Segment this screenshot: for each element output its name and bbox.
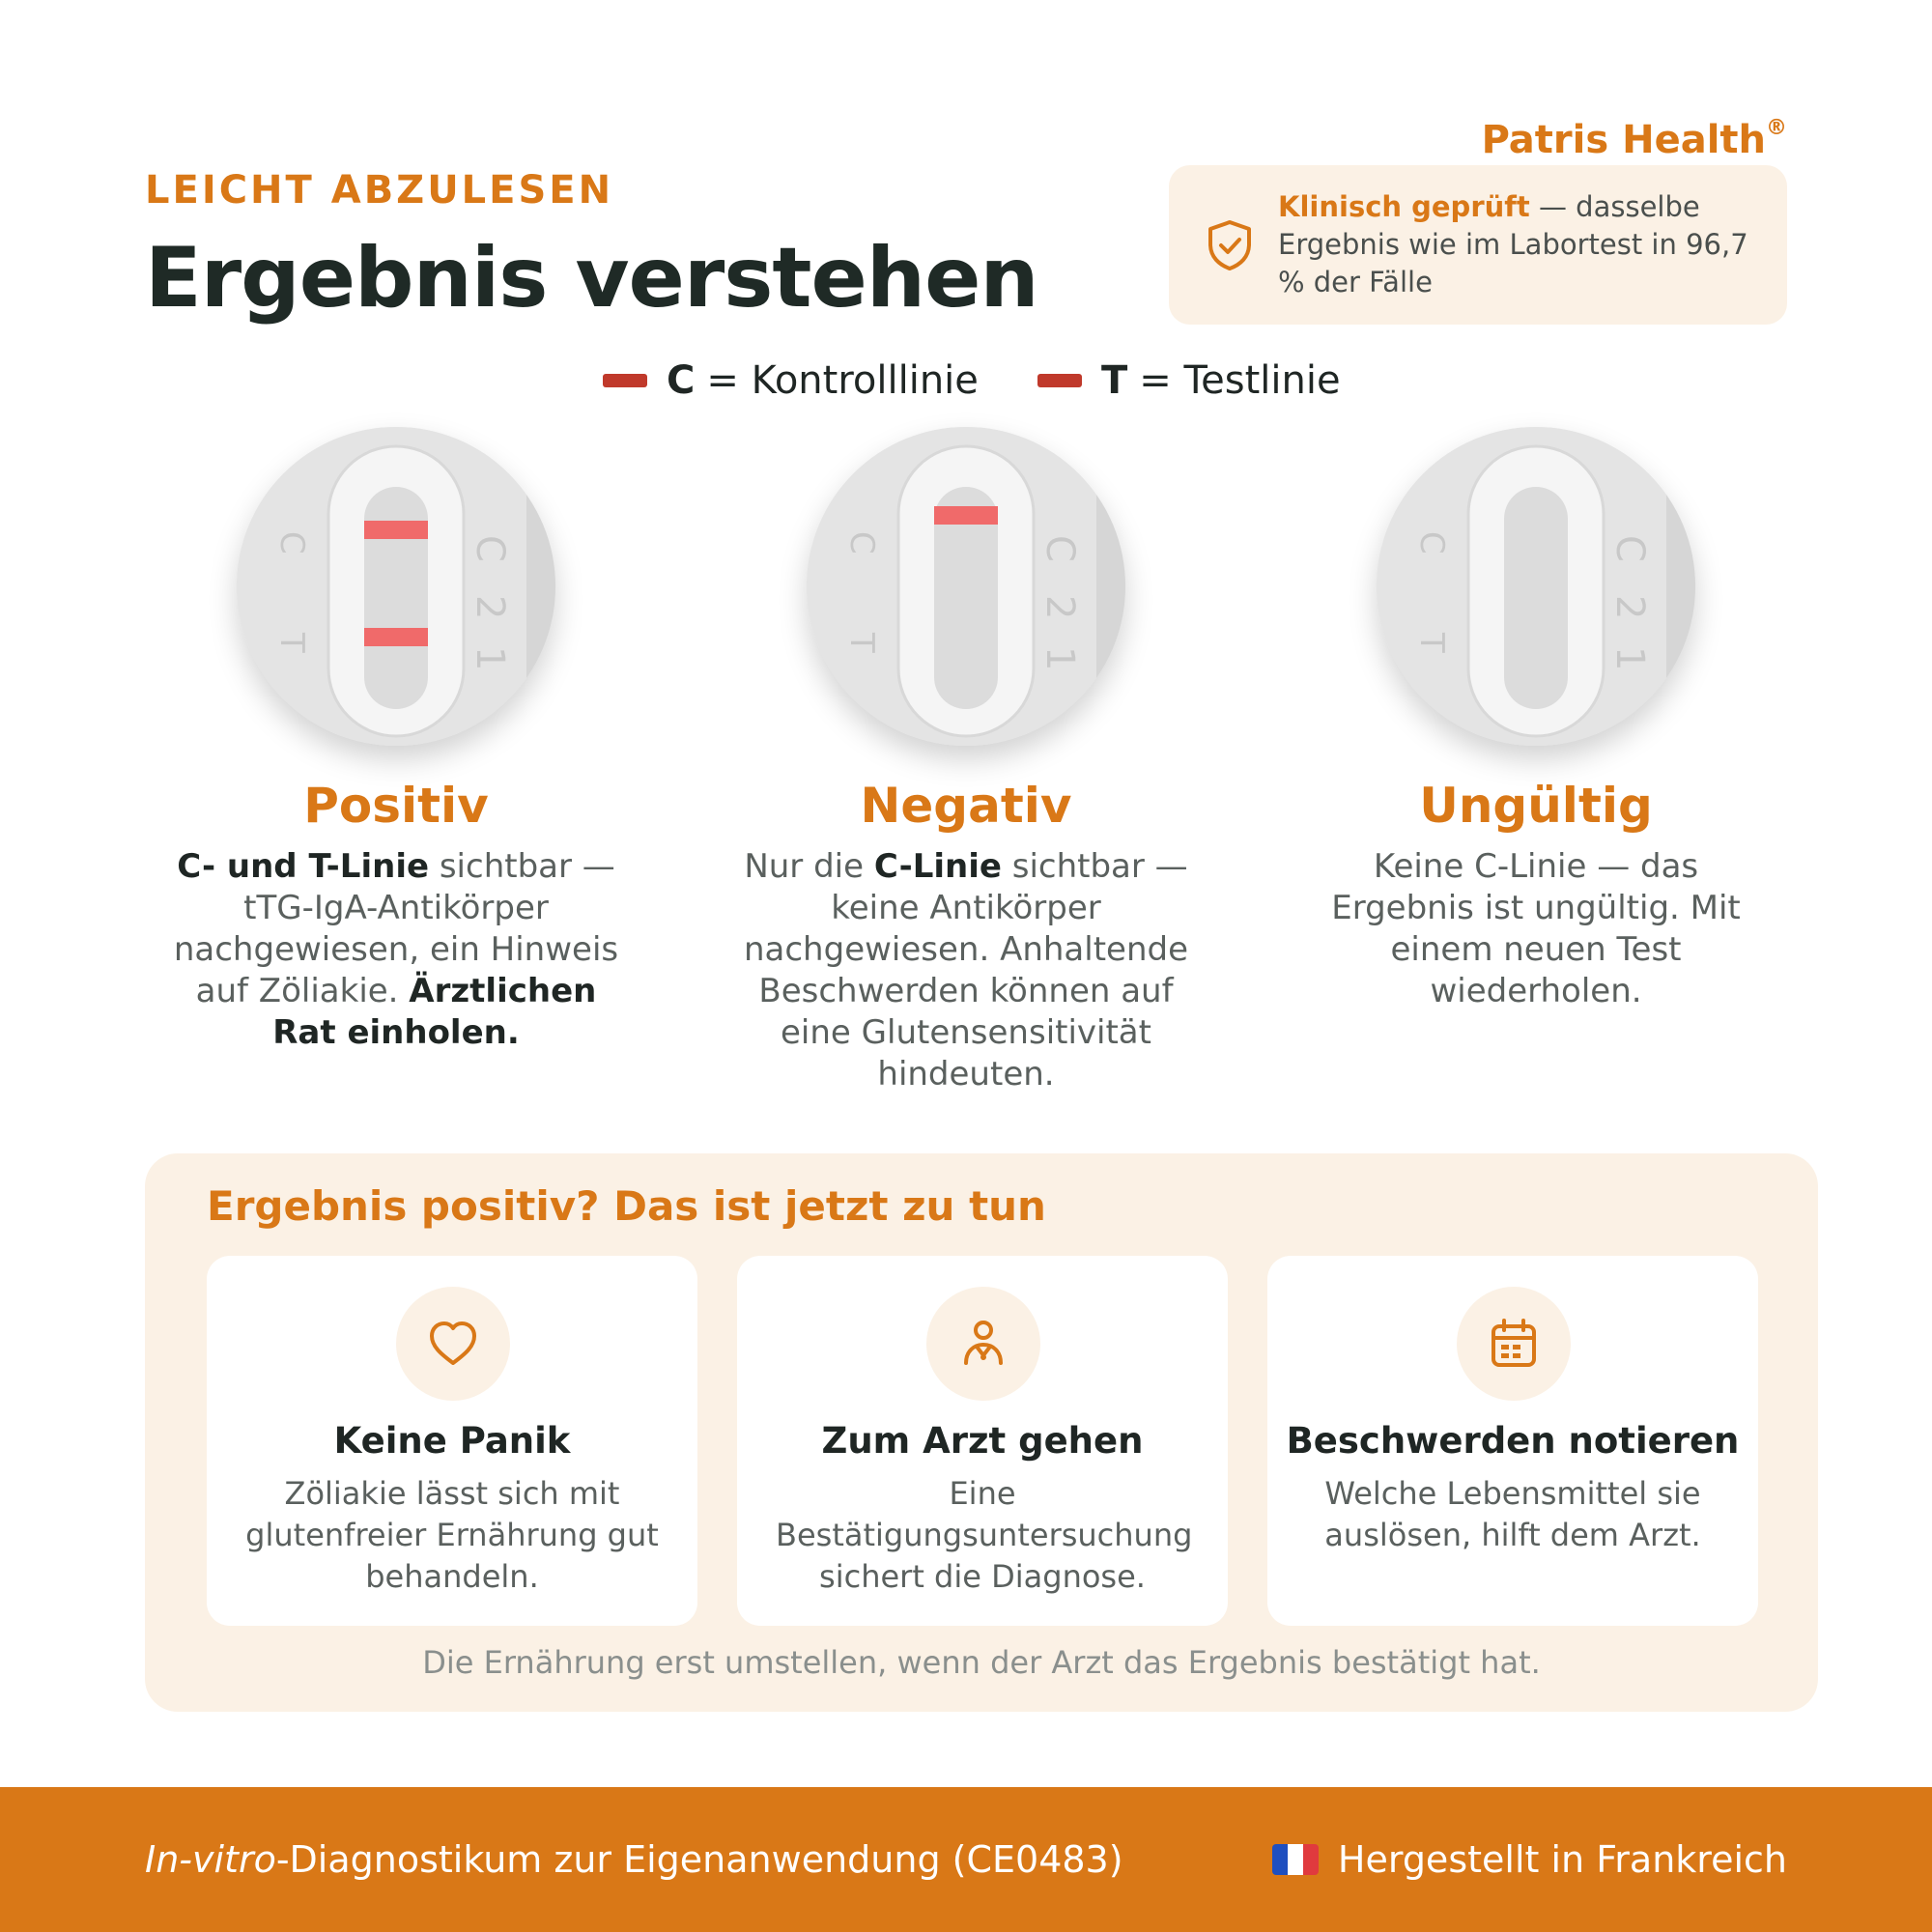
cassette-window: [807, 427, 1125, 746]
french-flag-icon: [1272, 1844, 1319, 1875]
shield-check-icon: [1206, 219, 1254, 271]
result-title: Positiv: [303, 778, 489, 834]
result-title: Ungültig: [1419, 778, 1653, 834]
test-cassette-positiv: [237, 427, 555, 746]
legend-test-line: T = Testlinie: [1037, 354, 1341, 408]
svg-text:C: C: [1037, 535, 1082, 562]
page-title: Ergebnis verstehen: [145, 230, 1038, 327]
legend-control-line: C = Kontrolllinie: [603, 354, 979, 408]
cassette-window: [1377, 427, 1695, 746]
card-keine-panik: [207, 1256, 697, 1626]
next-steps-title: Ergebnis positiv? Das ist jetzt zu tun: [207, 1182, 1046, 1230]
brand-logo: Patris Health®: [1481, 116, 1787, 162]
svg-text:T: T: [842, 633, 881, 653]
svg-text:T: T: [272, 633, 311, 653]
doctor-icon-wrap: [926, 1287, 1040, 1401]
svg-text:T: T: [1412, 633, 1451, 653]
svg-text:C: C: [1607, 535, 1652, 562]
card-title: Keine Panik: [333, 1420, 571, 1462]
calendar-icon-wrap: [1457, 1287, 1571, 1401]
svg-text:2: 2: [468, 595, 512, 620]
svg-text:C: C: [842, 531, 881, 554]
result-title: Negativ: [860, 778, 1072, 834]
trust-badge: [1169, 165, 1787, 325]
card-desc: Zöliakie lässt sich mit glutenfreier Ernährung gut behandeln.: [245, 1475, 659, 1595]
svg-text:C: C: [1412, 531, 1451, 554]
result-description: C- und T-Linie sichtbar — tTG-IgA-Antikörper nachgewiesen, ein Hinweis auf Zöliakie. Ärztlichen Rat einholen.: [173, 847, 619, 1052]
heart-icon: [424, 1315, 482, 1373]
test-cassette-negativ: [807, 427, 1125, 746]
card-desc: Eine Bestätigungsuntersuchung sichert die Diagnose.: [776, 1475, 1193, 1595]
doctor-icon: [954, 1315, 1012, 1373]
legend-swatch: [603, 374, 647, 387]
svg-text:1: 1: [468, 646, 512, 671]
ivd-notice: In-vitro-Diagnostikum zur Eigenanwendung (CE0483): [145, 1838, 1123, 1881]
result-description: Keine C-Linie — das Ergebnis ist ungültig. Mit einem neuen Test wiederholen.: [1331, 847, 1741, 1010]
card-title: Beschwerden notieren: [1286, 1420, 1740, 1462]
svg-text:2: 2: [1607, 595, 1652, 620]
cassette-window: [237, 427, 555, 746]
card-beschwerden: [1267, 1256, 1758, 1626]
card-zum-arzt: [737, 1256, 1228, 1626]
svg-text:1: 1: [1037, 646, 1082, 671]
made-in-france: Hergestellt in Frankreich: [1272, 1838, 1787, 1881]
control-line: [364, 521, 428, 539]
legend-swatch: [1037, 374, 1082, 387]
card-title: Zum Arzt gehen: [821, 1420, 1144, 1462]
test-line: [364, 628, 428, 646]
svg-text:2: 2: [1037, 595, 1082, 620]
control-line: [934, 506, 998, 525]
svg-text:C: C: [468, 535, 512, 562]
eyebrow-label: LEICHT ABZULESEN: [145, 168, 614, 213]
result-description: Nur die C-Linie sichtbar — keine Antikörper nachgewiesen. Anhaltende Beschwerden können auf eine Glutensensitivität hindeuten.: [743, 847, 1189, 1094]
calendar-icon: [1485, 1315, 1543, 1373]
heart-icon-wrap: [396, 1287, 510, 1401]
trust-text: Klinisch geprüft — dasselbe Ergebnis wie im Labortest in 96,7 % der Fälle: [1278, 190, 1748, 298]
svg-text:C: C: [272, 531, 311, 554]
svg-text:1: 1: [1607, 646, 1652, 671]
test-cassette-ungültig: [1377, 427, 1695, 746]
diet-note: Die Ernährung erst umstellen, wenn der Arzt das Ergebnis bestätigt hat.: [422, 1644, 1541, 1681]
card-desc: Welche Lebensmittel sie auslösen, hilft dem Arzt.: [1324, 1475, 1701, 1553]
